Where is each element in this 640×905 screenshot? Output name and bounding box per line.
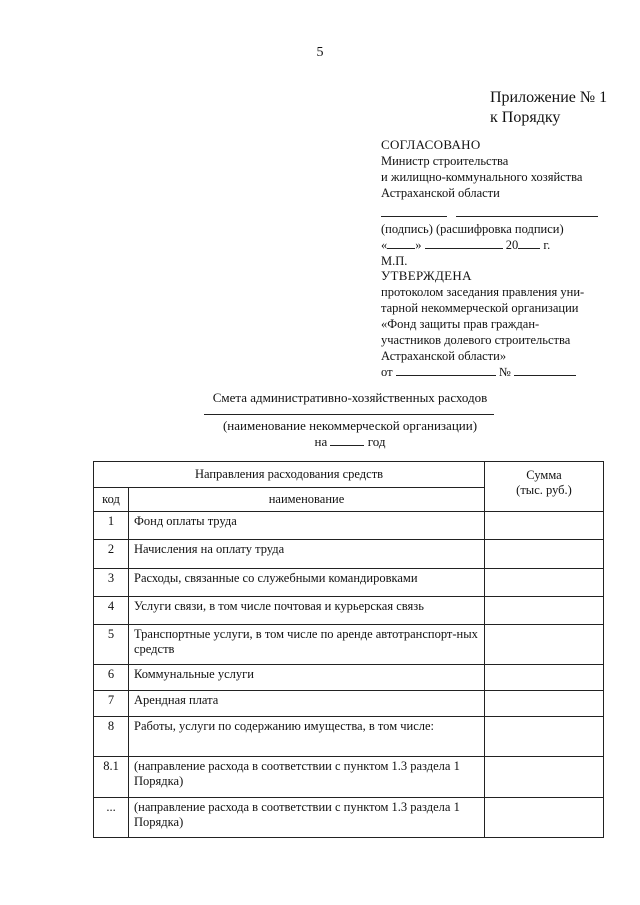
agreed-line: и жилищно-коммунального хозяйства	[381, 170, 583, 184]
header-code: код	[94, 488, 129, 512]
protocol-date-line: от №	[381, 364, 584, 380]
signature-line	[381, 205, 447, 217]
signature-name-line	[456, 205, 598, 217]
approved-title: УТВЕРЖДЕНА	[381, 268, 472, 283]
year-line: на год	[314, 434, 386, 449]
row-name: Транспортные услуги, в том числе по аренде автотранспорт-ных средств	[129, 624, 485, 664]
page-number: 5	[316, 45, 324, 60]
row-code: 8	[94, 717, 129, 757]
table-row	[94, 691, 604, 717]
table-row	[94, 568, 604, 596]
row-sum	[485, 665, 604, 691]
agreed-title: СОГЛАСОВАНО	[381, 137, 481, 152]
date-line: « » 20 г.	[381, 238, 551, 252]
table-row	[94, 540, 604, 568]
row-code: 5	[94, 624, 129, 664]
table-row	[94, 512, 604, 540]
row-name: (направление расхода в соответствии с пунктом 1.3 раздела 1 Порядка)	[129, 797, 485, 837]
row-code: 7	[94, 691, 129, 717]
row-name: Начисления на оплату труда	[129, 540, 485, 568]
row-sum	[485, 512, 604, 540]
row-code: 3	[94, 568, 129, 596]
table-row	[94, 624, 604, 664]
expense-table	[93, 461, 604, 838]
row-sum	[485, 568, 604, 596]
approved-line: тарной некоммерческой организации	[381, 301, 579, 315]
row-sum	[485, 717, 604, 757]
row-name: Коммунальные услуги	[129, 665, 485, 691]
org-name-caption: (наименование некоммерческой организации)	[222, 418, 478, 433]
approved-block	[381, 268, 584, 380]
document-title: Смета административно-хозяйственных расходов	[212, 390, 488, 405]
table-row	[94, 717, 604, 757]
row-sum	[485, 596, 604, 624]
row-code: 6	[94, 665, 129, 691]
agreed-line: Министр строительства	[381, 154, 509, 168]
approved-line: Астраханской области»	[381, 349, 507, 363]
appendix-line-1: Приложение № 1	[490, 89, 608, 106]
row-code: 1	[94, 512, 129, 540]
row-name: Работы, услуги по содержанию имущества, в том числе:	[129, 717, 485, 757]
row-name: Арендная плата	[129, 691, 485, 717]
table-row	[94, 757, 604, 797]
approved-line: протоколом заседания правления уни-	[381, 285, 585, 299]
row-name: Услуги связи, в том числе почтовая и курьерская связь	[129, 596, 485, 624]
approved-line: «Фонд защиты прав граждан-	[381, 317, 540, 331]
agreed-line: Астраханской области	[381, 186, 500, 200]
appendix-label	[490, 88, 607, 128]
stamp-label: М.П.	[381, 254, 408, 268]
signature-caption: (подпись) (расшифровка подписи)	[381, 222, 564, 236]
appendix-line-2: к Порядку	[490, 109, 561, 126]
row-name: Расходы, связанные со служебными командировками	[129, 568, 485, 596]
row-name: Фонд оплаты труда	[129, 512, 485, 540]
header-name: наименование	[129, 488, 485, 512]
header-group: Направления расходования средств	[94, 462, 485, 488]
row-sum	[485, 540, 604, 568]
agreed-block	[381, 137, 598, 269]
row-sum	[485, 691, 604, 717]
row-code: ...	[94, 797, 129, 837]
table-row	[94, 797, 604, 837]
row-name: (направление расхода в соответствии с пунктом 1.3 раздела 1 Порядка)	[129, 757, 485, 797]
row-code: 8.1	[94, 757, 129, 797]
table-row	[94, 596, 604, 624]
approved-line: участников долевого строительства	[381, 333, 571, 347]
header-sum: Сумма (тыс. руб.)	[485, 462, 604, 512]
row-sum	[485, 624, 604, 664]
org-name-line	[204, 414, 494, 415]
row-code: 4	[94, 596, 129, 624]
row-sum	[485, 797, 604, 837]
table-row	[94, 665, 604, 691]
row-code: 2	[94, 540, 129, 568]
row-sum	[485, 757, 604, 797]
